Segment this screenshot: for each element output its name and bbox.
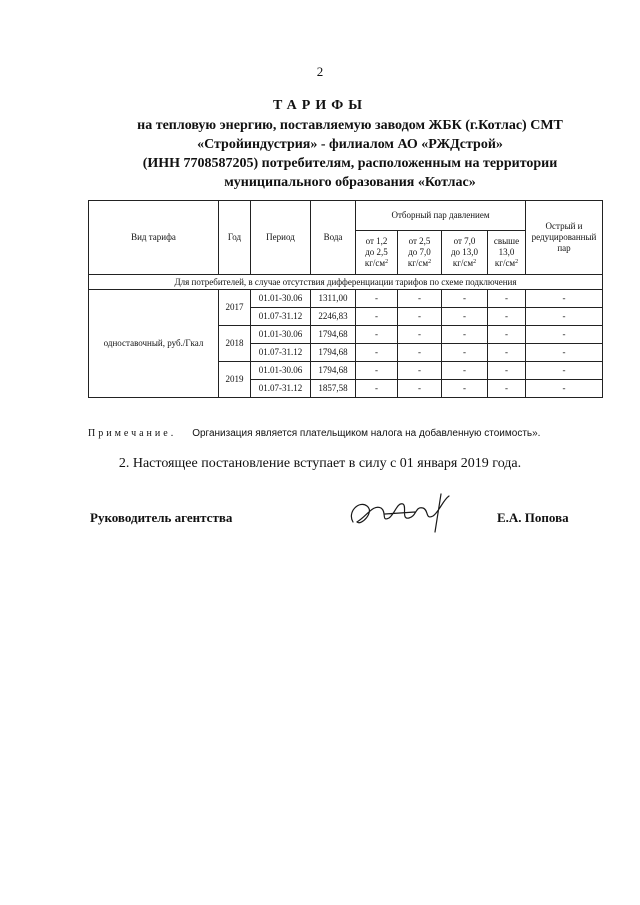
steam-cell: - — [488, 362, 526, 380]
period-cell: 01.07-31.12 — [251, 308, 311, 326]
period-cell: 01.01-30.06 — [251, 326, 311, 344]
header-period: Период — [251, 201, 311, 275]
row-tariff-type: одноставочный, руб./Гкал — [89, 290, 219, 398]
steam-cell: - — [356, 380, 398, 398]
year-cell: 2019 — [219, 362, 251, 398]
group-label: Для потребителей, в случае отсутствия дифференциации тарифов по схеме подключения — [89, 275, 603, 290]
subtitle-line: на тепловую энергию, поставляемую заводом ЖБК (г.Котлас) СМТ — [137, 118, 563, 133]
steam-cell: - — [442, 308, 488, 326]
steam-cell: - — [356, 344, 398, 362]
steam-cell: - — [398, 326, 442, 344]
year-cell: 2018 — [219, 326, 251, 362]
water-cell: 1311,00 — [311, 290, 356, 308]
sharp-steam-cell: - — [526, 290, 603, 308]
header-year: Год — [219, 201, 251, 275]
note-label: Примечание. — [88, 428, 177, 439]
steam-cell: - — [356, 290, 398, 308]
steam-cell: - — [398, 344, 442, 362]
sharp-steam-cell: - — [526, 380, 603, 398]
document-subtitle — [60, 116, 640, 192]
steam-cell: - — [488, 380, 526, 398]
steam-cell: - — [442, 380, 488, 398]
water-cell: 2246,83 — [311, 308, 356, 326]
table-row — [89, 290, 603, 308]
subtitle-line: (ИНН 7708587205) потребителям, расположенным на территории — [142, 156, 558, 171]
steam-cell: - — [356, 362, 398, 380]
sharp-steam-cell: - — [526, 326, 603, 344]
document-title: ТАРИФЫ — [273, 98, 367, 113]
header-steam-group: Отборный пар давлением — [356, 201, 526, 231]
sharp-steam-cell: - — [526, 344, 603, 362]
steam-cell: - — [398, 380, 442, 398]
subtitle-line: «Стройиндустрия» - филиалом АО «РЖДстрой» — [197, 137, 503, 152]
steam-cell: - — [488, 290, 526, 308]
period-cell: 01.07-31.12 — [251, 344, 311, 362]
steam-cell: - — [488, 308, 526, 326]
steam-cell: - — [442, 344, 488, 362]
steam-cell: - — [356, 326, 398, 344]
period-cell: 01.07-31.12 — [251, 380, 311, 398]
header-steam-col-3: от 7,0 до 13,0 $кг/см^2$ — [442, 231, 488, 275]
steam-cell: - — [442, 362, 488, 380]
steam-cell: - — [356, 308, 398, 326]
water-cell: 1794,68 — [311, 344, 356, 362]
water-cell: 1857,58 — [311, 380, 356, 398]
steam-cell: - — [442, 290, 488, 308]
steam-cell: - — [398, 362, 442, 380]
header-steam-col-4: свыше 13,0 $кг/см^2$ — [488, 231, 526, 275]
steam-cell: - — [398, 308, 442, 326]
water-cell: 1794,68 — [311, 326, 356, 344]
water-cell: 1794,68 — [311, 362, 356, 380]
period-cell: 01.01-30.06 — [251, 290, 311, 308]
effective-date-clause: 2. Настоящее постановление вступает в силу с 01 января 2019 года. — [118, 456, 522, 471]
handwritten-signature — [345, 492, 465, 536]
header-tariff-type: Вид тарифа — [89, 201, 219, 275]
steam-cell: - — [442, 326, 488, 344]
header-steam-col-2: от 2,5 до 7,0 $кг/см^2$ — [398, 231, 442, 275]
period-cell: 01.01-30.06 — [251, 362, 311, 380]
note — [88, 428, 540, 439]
note-text: Организация является плательщиком налога на добавленную стоимость». — [192, 428, 541, 439]
header-sharp-steam: Острый и редуцированный пар — [526, 201, 603, 275]
tariff-table — [88, 200, 603, 398]
sharp-steam-cell: - — [526, 362, 603, 380]
signatory-title: Руководитель агентства — [90, 510, 233, 525]
signatory-name: Е.А. Попова — [497, 510, 569, 525]
steam-cell: - — [488, 326, 526, 344]
page-number: 2 — [316, 64, 324, 79]
header-steam-col-1: от 1,2 до 2,5 $кг/см^2$ — [356, 231, 398, 275]
steam-cell: - — [398, 290, 442, 308]
steam-cell: - — [488, 344, 526, 362]
year-cell: 2017 — [219, 290, 251, 326]
subtitle-line: муниципального образования «Котлас» — [224, 175, 476, 190]
header-water: Вода — [311, 201, 356, 275]
sharp-steam-cell: - — [526, 308, 603, 326]
